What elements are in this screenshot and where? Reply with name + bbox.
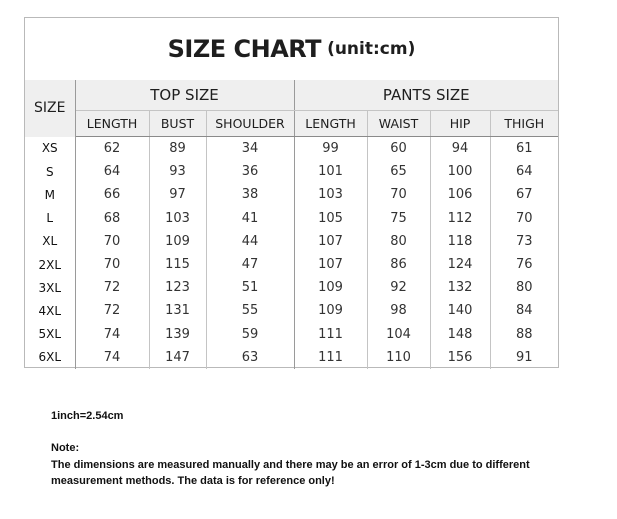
table-cell: 118	[430, 230, 490, 253]
table-cell: 64	[490, 160, 558, 183]
chart-title: SIZE CHART	[167, 35, 322, 63]
table-cell: 98	[367, 299, 430, 322]
chart-unit: (unit:cm)	[327, 39, 416, 59]
table-row	[25, 207, 558, 230]
table-cell: 34	[206, 137, 294, 161]
table-cell: 93	[149, 160, 206, 183]
table-cell: 91	[490, 346, 558, 369]
table-cell: 100	[430, 160, 490, 183]
table-cell: 109	[294, 276, 367, 299]
table-cell: 84	[490, 299, 558, 322]
unit-conversion: 1inch=2.54cm	[51, 410, 124, 422]
table-cell: 41	[206, 207, 294, 230]
table-cell: 109	[149, 230, 206, 253]
size-cell: M	[25, 183, 75, 206]
size-chart	[24, 17, 559, 368]
table-cell: 86	[367, 253, 430, 276]
table-cell: 64	[75, 160, 149, 183]
table-cell: 156	[430, 346, 490, 369]
col-header-shoulder: SHOULDER	[206, 111, 294, 137]
table-cell: 104	[367, 323, 430, 346]
table-cell: 111	[294, 323, 367, 346]
size-cell: L	[25, 207, 75, 230]
table-cell: 74	[75, 323, 149, 346]
size-cell: 3XL	[25, 276, 75, 299]
table-cell: 74	[75, 346, 149, 369]
table-cell: 70	[490, 207, 558, 230]
table-cell: 111	[294, 346, 367, 369]
table-cell: 110	[367, 346, 430, 369]
size-cell: XS	[25, 137, 75, 161]
table-cell: 92	[367, 276, 430, 299]
table-row	[25, 253, 558, 276]
table-row	[25, 137, 558, 161]
table-row	[25, 346, 558, 369]
table-cell: 70	[75, 253, 149, 276]
table-cell: 94	[430, 137, 490, 161]
table-cell: 139	[149, 323, 206, 346]
table-cell: 112	[430, 207, 490, 230]
table-row	[25, 276, 558, 299]
table-cell: 66	[75, 183, 149, 206]
table-cell: 68	[75, 207, 149, 230]
table-cell: 147	[149, 346, 206, 369]
table-cell: 51	[206, 276, 294, 299]
table-row	[25, 323, 558, 346]
table-cell: 105	[294, 207, 367, 230]
table-cell: 59	[206, 323, 294, 346]
col-header-pants-length: LENGTH	[294, 111, 367, 137]
table-cell: 67	[490, 183, 558, 206]
table-cell: 55	[206, 299, 294, 322]
chart-title-row	[25, 18, 558, 81]
col-header-thigh: THIGH	[490, 111, 558, 137]
size-cell: 6XL	[25, 346, 75, 369]
table-cell: 88	[490, 323, 558, 346]
note-label: Note:	[51, 442, 80, 454]
table-cell: 60	[367, 137, 430, 161]
table-cell: 115	[149, 253, 206, 276]
table-cell: 80	[367, 230, 430, 253]
table-row	[25, 160, 558, 183]
table-cell: 63	[206, 346, 294, 369]
table-cell: 80	[490, 276, 558, 299]
table-cell: 132	[430, 276, 490, 299]
table-cell: 62	[75, 137, 149, 161]
table-cell: 131	[149, 299, 206, 322]
col-header-top-length: LENGTH	[75, 111, 149, 137]
table-cell: 97	[149, 183, 206, 206]
table-row	[25, 183, 558, 206]
table-cell: 76	[490, 253, 558, 276]
table-cell: 70	[367, 183, 430, 206]
table-cell: 123	[149, 276, 206, 299]
table-row	[25, 230, 558, 253]
size-table	[25, 80, 558, 369]
table-cell: 101	[294, 160, 367, 183]
col-header-waist: WAIST	[367, 111, 430, 137]
size-cell: XL	[25, 230, 75, 253]
table-cell: 72	[75, 299, 149, 322]
col-header-bust: BUST	[149, 111, 206, 137]
table-cell: 89	[149, 137, 206, 161]
table-cell: 107	[294, 253, 367, 276]
table-row	[25, 299, 558, 322]
size-cell: 4XL	[25, 299, 75, 322]
note-text: The dimensions are measured manually and there may be an error of 1-3cm due to different measurement methods. The data is for reference only!	[51, 459, 530, 487]
table-cell: 44	[206, 230, 294, 253]
table-cell: 109	[294, 299, 367, 322]
table-cell: 107	[294, 230, 367, 253]
size-cell: 5XL	[25, 323, 75, 346]
size-cell: 2XL	[25, 253, 75, 276]
col-header-hip: HIP	[430, 111, 490, 137]
table-cell: 47	[206, 253, 294, 276]
table-cell: 103	[149, 207, 206, 230]
top-size-header: TOP SIZE	[75, 80, 294, 111]
table-cell: 148	[430, 323, 490, 346]
table-cell: 70	[75, 230, 149, 253]
table-cell: 103	[294, 183, 367, 206]
size-column-header: SIZE	[25, 80, 75, 137]
table-cell: 38	[206, 183, 294, 206]
size-cell: S	[25, 160, 75, 183]
table-cell: 75	[367, 207, 430, 230]
table-cell: 61	[490, 137, 558, 161]
table-cell: 140	[430, 299, 490, 322]
table-cell: 36	[206, 160, 294, 183]
table-cell: 124	[430, 253, 490, 276]
table-cell: 65	[367, 160, 430, 183]
table-cell: 106	[430, 183, 490, 206]
table-cell: 73	[490, 230, 558, 253]
table-cell: 72	[75, 276, 149, 299]
pants-size-header: PANTS SIZE	[294, 80, 558, 111]
table-cell: 99	[294, 137, 367, 161]
